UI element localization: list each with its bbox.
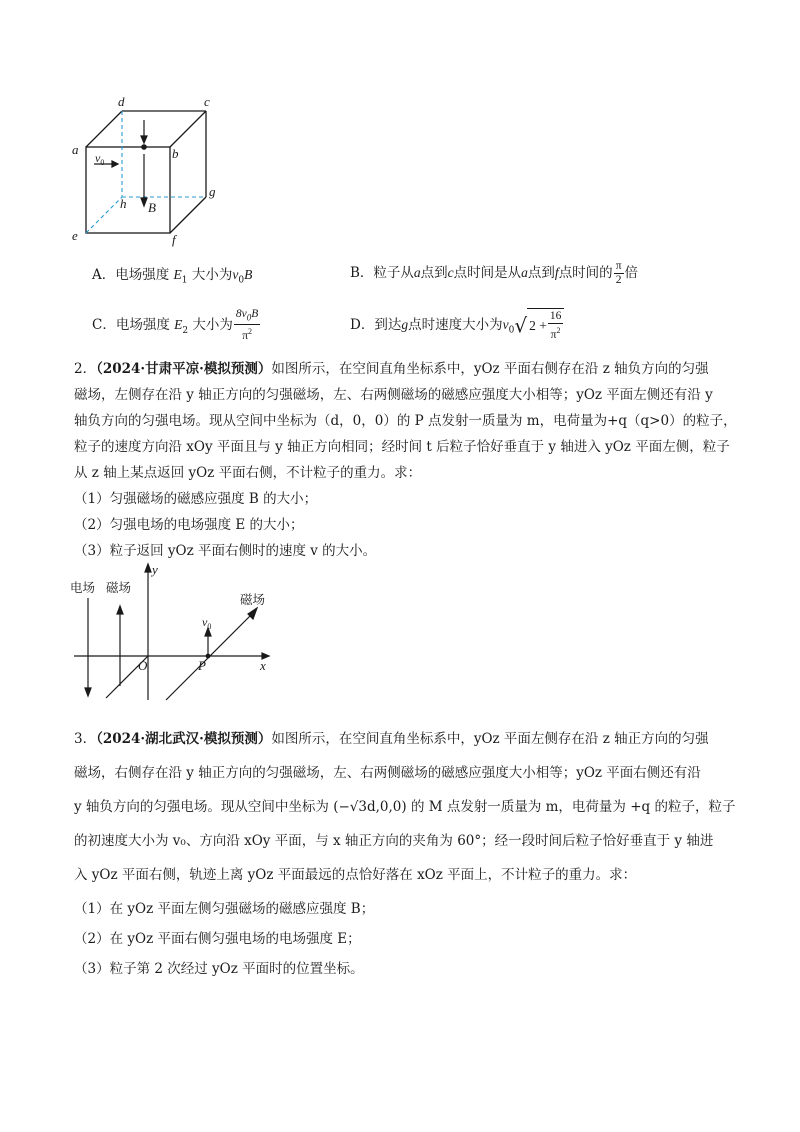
option-d: D．到达g点时速度大小为$v_0√$ 2 + $\frac{16}{\pi^2}$: [350, 308, 564, 348]
label-v0: $v_0$: [95, 151, 105, 167]
q3-source: （2024·湖北武汉·模拟预测）: [96, 731, 272, 747]
fraction-pi-over-2: $\frac{\pi}{2}$: [615, 260, 622, 286]
label-bfield-right: 磁场: [240, 593, 266, 607]
q3-sub-2: （2）在 yOz 平面右侧匀强电场的电场强度 E；: [74, 931, 361, 947]
sqrt-sign: √: [514, 313, 528, 338]
q3-line-2: 磁场，右侧存在沿 y 轴正方向的匀强磁场，左、右两侧磁场的磁感应强度大小相等；yOz 平面右侧还有沿: [74, 765, 701, 781]
q3-line-1: 3．（2024·湖北武汉·模拟预测）如图所示，在空间直角坐标系中，yOz 平面左侧存在沿 z 轴正方向的匀强: [74, 731, 709, 747]
label-b: b: [172, 146, 179, 161]
label-d: d: [118, 94, 125, 109]
q2-line-4: 粒子的速度方向沿 xOy 平面且与 y 轴正方向相同；经时间 t 后粒子恰好垂直于 y 轴进入 yOz 平面左侧，粒子: [74, 439, 730, 455]
q3-line-4: 的初速度大小为 v₀、方向沿 xOy 平面，与 x 轴正方向的夹角为 60°；经一段时间后粒子恰好垂直于 y 轴进: [74, 833, 714, 849]
label-f: f: [172, 232, 176, 247]
label-B: B: [148, 200, 156, 215]
q2-line-1: 2．（2024·甘肃平凉·模拟预测）如图所示，在空间直角坐标系中，yOz 平面右侧存在沿 z 轴负方向的匀强: [74, 361, 709, 377]
option-a: A．电场强度 $E_1$ 大小为$v_0B$: [92, 267, 253, 286]
q2-sub-3: （3）粒子返回 yOz 平面右侧时的速度 v 的大小。: [74, 543, 377, 559]
label-efield: 电场: [70, 581, 96, 595]
option-b: B．粒子从a点到c点时间是从a点到f点时间的 $\frac{\pi}{2}$ 倍: [350, 260, 638, 286]
cube-figure: [68, 92, 228, 252]
q3-sub-3: （3）粒子第 2 次经过 yOz 平面时的位置坐标。: [74, 961, 364, 977]
label-bfield: 磁场: [106, 581, 132, 595]
label-e: e: [72, 228, 78, 243]
label-v0-fig2: $v_0$: [202, 615, 212, 631]
sqrt-body: 2 + $\frac{16}{\pi^2}$: [527, 308, 564, 343]
label-y: y: [152, 562, 158, 577]
q3-line-3: y 轴负方向的匀强电场。现从空间中坐标为 (−√3d,0,0) 的 M 点发射一质量为 m，电荷量为 +q 的粒子，粒子: [74, 799, 736, 815]
q2-sub-2: （2）匀强电场的电场强度 E 的大小；: [74, 517, 304, 533]
label-h: h: [120, 196, 127, 211]
label-a: a: [72, 142, 79, 157]
option-c: C．电场强度 $E_2$ 大小为 $\frac{8v_0B}{\pi^2}$: [92, 308, 259, 343]
q2-source: （2024·甘肃平凉·模拟预测）: [96, 361, 272, 377]
label-x: x: [260, 658, 266, 673]
q2-sub-1: （1）匀强磁场的磁感应强度 B 的大小；: [74, 491, 318, 507]
q2-line-2: 磁场，左侧存在沿 y 轴正方向的匀强磁场，左、右两侧磁场的磁感应强度大小相等；yOz 平面左侧还有沿 y: [74, 387, 713, 403]
q2-coordinate-figure: [66, 560, 286, 710]
label-P: P: [198, 658, 206, 673]
q3-sub-1: （1）在 yOz 平面左侧匀强磁场的磁感应强度 B；: [74, 901, 375, 917]
fraction-8v0B-over-pi2: $\frac{8v_0B}{\pi^2}$: [235, 308, 259, 343]
q3-line-5: 入 yOz 平面右侧，轨迹上离 yOz 平面最远的点恰好落在 xOz 平面上，不计粒子的重力。求：: [74, 867, 637, 883]
label-c: c: [204, 94, 210, 109]
label-O: O: [138, 658, 148, 673]
q2-line-3: 轴负方向的匀强电场。现从空间中坐标为（d，0，0）的 P 点发射一质量为 m，电荷量为+q（q>0）的粒子，: [74, 413, 737, 429]
q2-line-5: 从 z 轴上某点返回 yOz 平面右侧，不计粒子的重力。求：: [74, 465, 422, 481]
label-g: g: [209, 184, 216, 199]
